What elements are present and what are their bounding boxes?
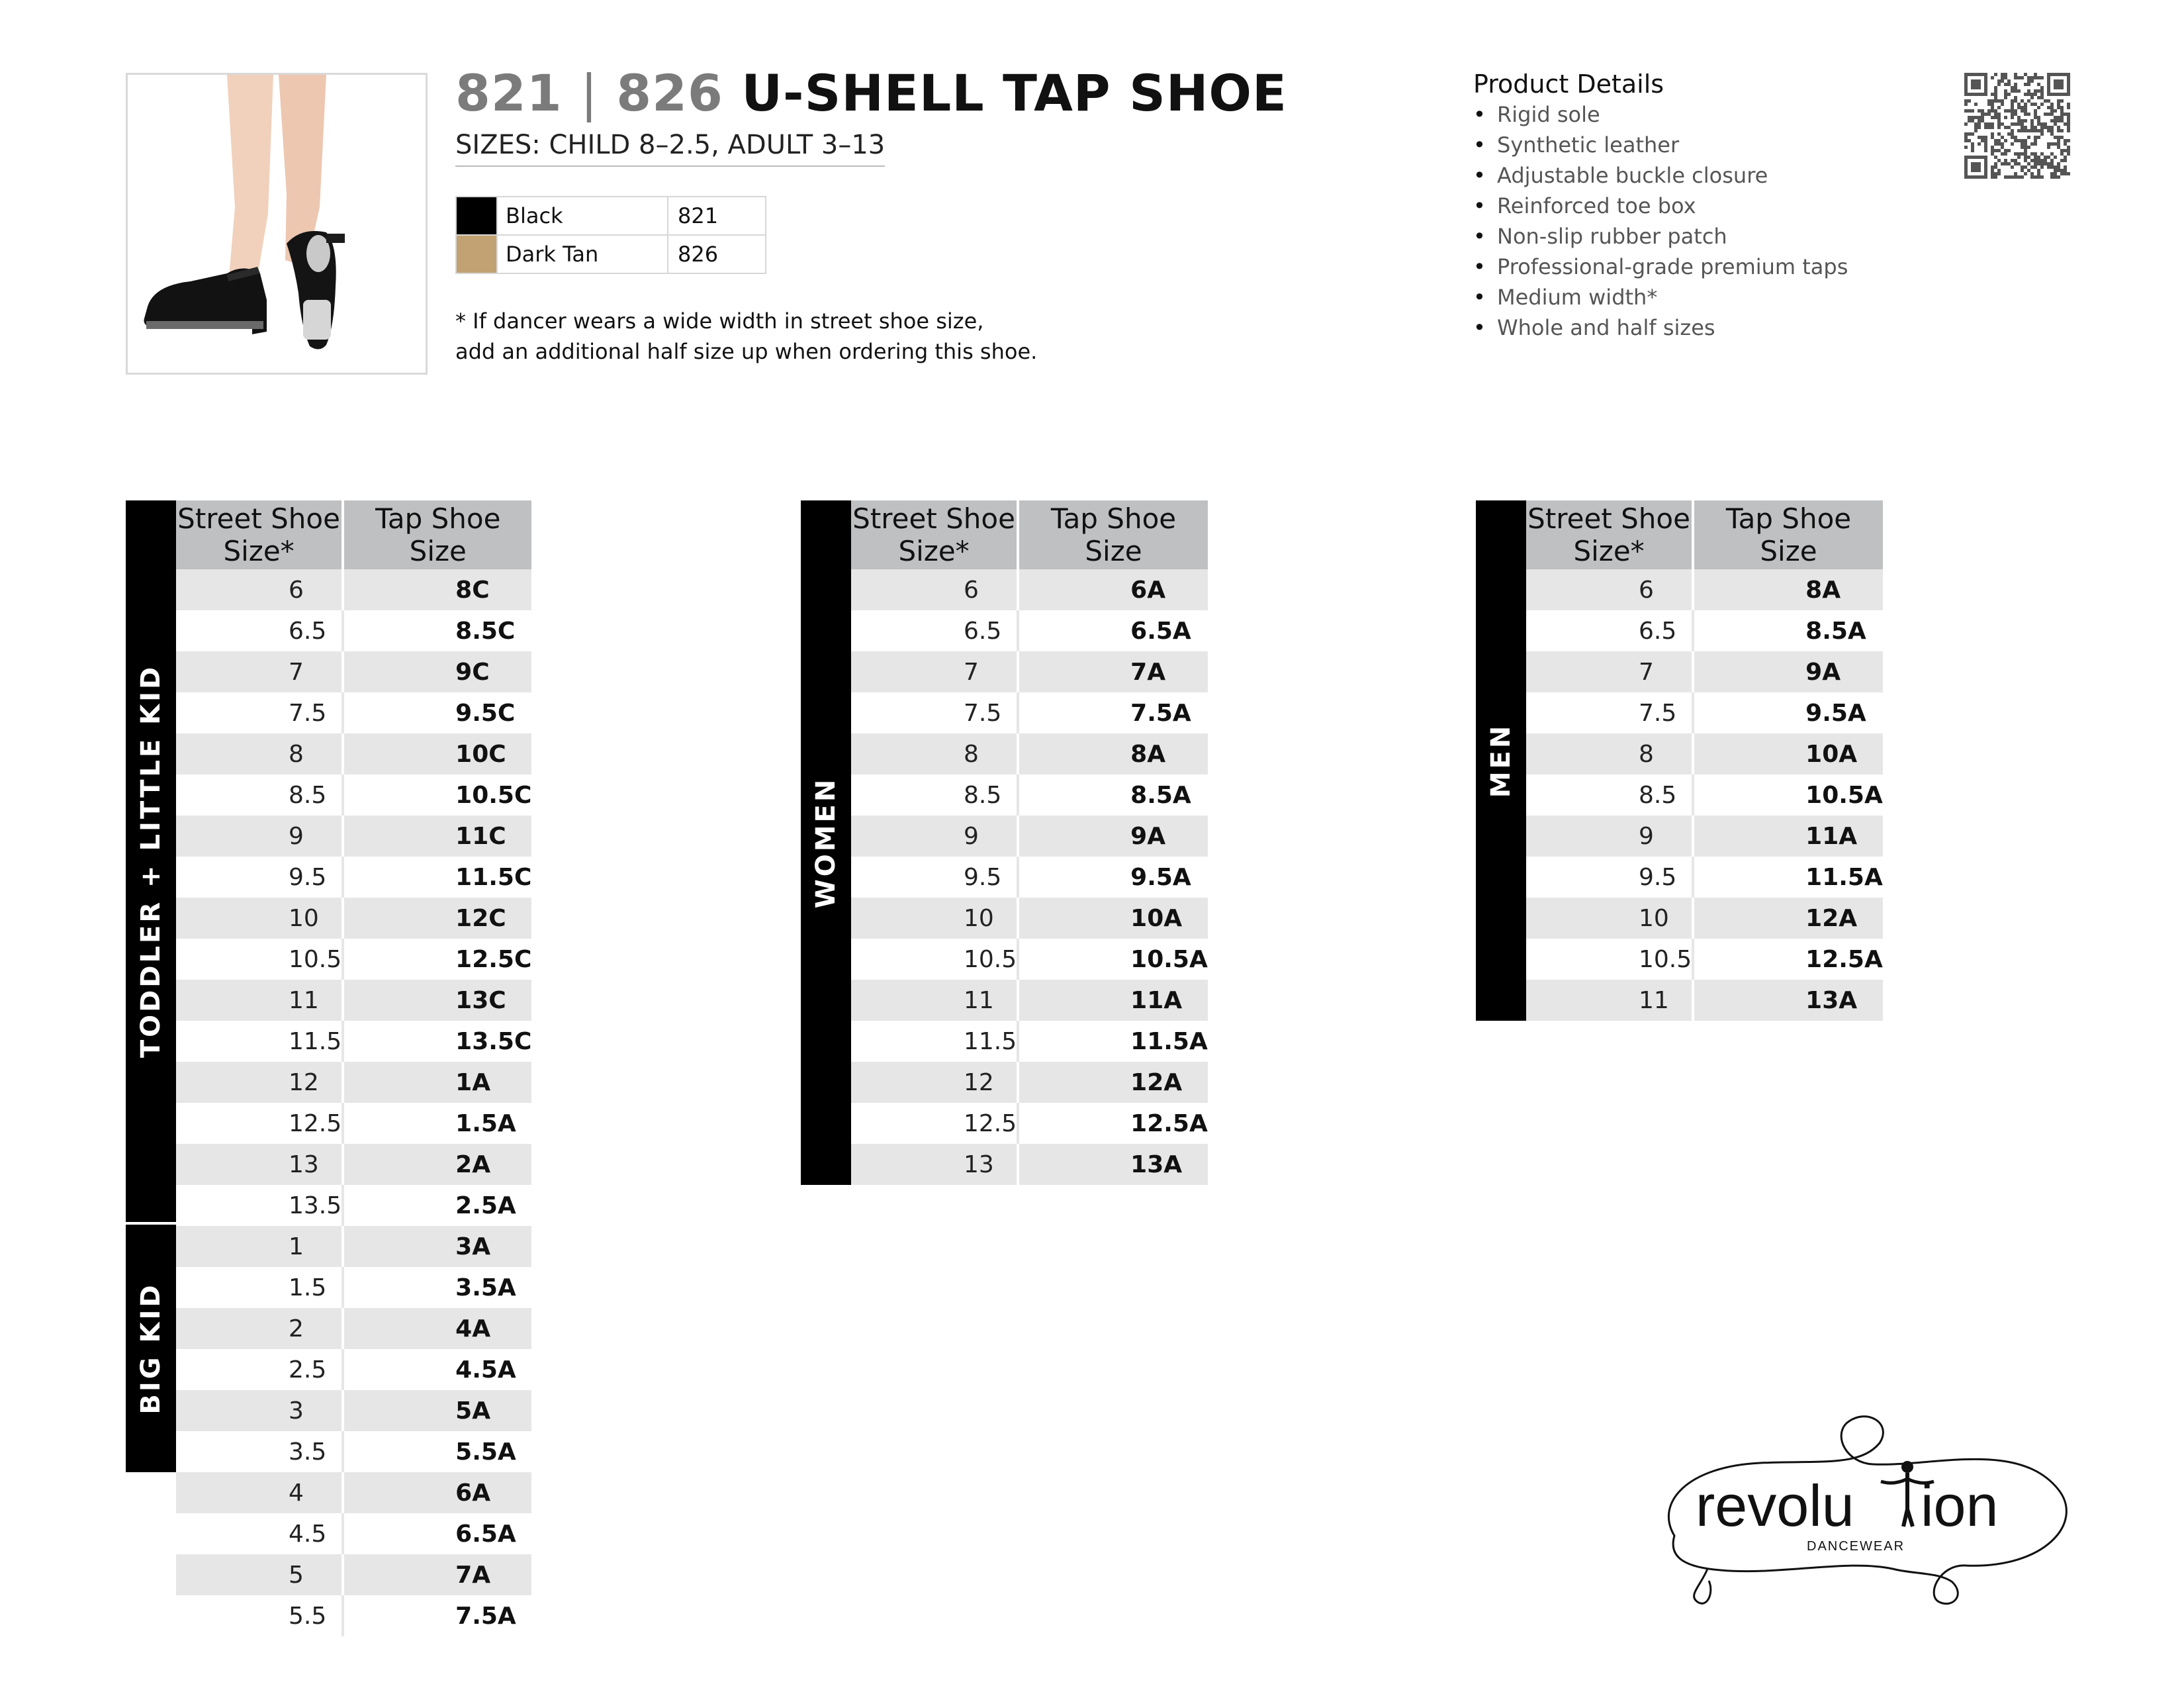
tap-size-cell: 13C [343,980,531,1021]
table-row [851,1062,1208,1103]
street-size-cell: 10.5 [176,939,343,980]
tap-size-cell: 12C [343,898,531,939]
tap-size-cell: 11A [1018,980,1208,1021]
tap-size-cell: 12.5A [1693,939,1883,980]
tap-size-cell: 7.5A [1018,692,1208,733]
street-size-cell: 11 [851,980,1018,1021]
tap-size-header: Tap Shoe Size [343,500,531,569]
street-size-cell: 11 [176,980,343,1021]
tap-size-cell: 6.5A [1018,610,1208,651]
tap-size-cell: 8.5A [1018,774,1208,816]
table-header-row [176,500,531,569]
table-row [851,939,1208,980]
table-row [1526,610,1883,651]
tap-size-cell: 11C [343,816,531,857]
tap-size-cell: 9A [1693,651,1883,692]
street-size-cell: 6 [851,569,1018,610]
table-row [851,1144,1208,1185]
table-row [1526,774,1883,816]
tap-size-cell: 3A [343,1226,531,1267]
women-label-bar [801,500,851,1185]
size-range-subtitle: SIZES: CHILD 8–2.5, ADULT 3–13 [455,128,885,167]
table-row [851,610,1208,651]
big-kid-label-bar [126,1225,176,1472]
street-size-cell: 10 [851,898,1018,939]
table-row [851,980,1208,1021]
table-row [851,774,1208,816]
table-row [176,1103,531,1144]
table-row [176,1595,531,1636]
street-size-cell: 2 [176,1308,343,1349]
color-row [456,235,766,273]
women-label: WOMEN [811,776,841,909]
tap-size-cell: 11.5A [1018,1021,1208,1062]
title-style-number-b: 826 [616,64,723,122]
street-size-cell: 12 [176,1062,343,1103]
street-size-cell: 10.5 [1526,939,1693,980]
street-size-cell: 8.5 [851,774,1018,816]
table-row [176,980,531,1021]
street-size-header: Street Shoe Size* [1526,500,1693,569]
table-row [176,1185,531,1226]
qr-code-icon[interactable] [1964,73,2070,179]
tap-size-cell: 9.5A [1693,692,1883,733]
table-row [176,857,531,898]
kids-size-rows [176,569,531,1636]
men-size-rows [1526,569,1883,1021]
street-size-cell: 7 [1526,651,1693,692]
street-size-cell: 13 [851,1144,1018,1185]
street-size-cell: 7.5 [1526,692,1693,733]
table-row [176,1472,531,1513]
street-size-cell: 4.5 [176,1513,343,1554]
street-size-cell: 7.5 [176,692,343,733]
table-row [851,692,1208,733]
tap-size-cell: 10A [1693,733,1883,774]
street-size-cell: 3 [176,1390,343,1431]
tap-size-cell: 8A [1018,733,1208,774]
street-size-cell: 8 [176,733,343,774]
tap-size-cell: 5A [343,1390,531,1431]
table-row [1526,651,1883,692]
street-size-cell: 1.5 [176,1267,343,1308]
tap-size-cell: 11.5A [1693,857,1883,898]
street-size-header: Street Shoe Size* [851,500,1018,569]
street-size-cell: 5 [176,1554,343,1595]
table-row [176,1226,531,1267]
color-name: Dark Tan [497,235,668,273]
detail-item: • Synthetic leather [1473,130,1848,160]
street-size-cell: 11.5 [851,1021,1018,1062]
tap-size-cell: 8.5C [343,610,531,651]
street-size-cell: 10 [1526,898,1693,939]
street-size-cell: 6.5 [1526,610,1693,651]
tap-size-header: Tap Shoe Size [1018,500,1208,569]
table-row [1526,692,1883,733]
note-line-1: * If dancer wears a wide width in street shoe size, [455,308,984,334]
street-size-cell: 6.5 [176,610,343,651]
tap-size-cell: 8A [1693,569,1883,610]
table-row [176,651,531,692]
table-header-row [1526,500,1883,569]
tap-size-cell: 7A [1018,651,1208,692]
table-row [851,651,1208,692]
product-photo [126,73,428,375]
street-size-header: Street Shoe Size* [176,500,343,569]
street-size-cell: 7 [176,651,343,692]
street-size-cell: 6.5 [851,610,1018,651]
table-row [176,1021,531,1062]
tap-size-cell: 11.5C [343,857,531,898]
big-kid-label: BIG KID [136,1282,166,1415]
table-row [851,1103,1208,1144]
color-code: 826 [668,235,766,273]
color-swatch-dark-tan [456,235,497,273]
tap-size-cell: 8C [343,569,531,610]
logo-word-b: ion [1921,1473,1999,1538]
tap-size-cell: 11A [1693,816,1883,857]
tap-size-cell: 13A [1693,980,1883,1021]
street-size-cell: 6 [176,569,343,610]
table-row [1526,569,1883,610]
tap-size-cell: 6.5A [343,1513,531,1554]
table-row [1526,816,1883,857]
table-row [176,1267,531,1308]
tap-size-cell: 2A [343,1144,531,1185]
product-details-heading: Product Details [1473,70,1664,99]
tap-size-cell: 8.5A [1693,610,1883,651]
title-separator: | [580,64,598,122]
tap-size-cell: 6A [1018,569,1208,610]
women-size-rows [851,569,1208,1185]
street-size-cell: 10.5 [851,939,1018,980]
street-size-cell: 9.5 [176,857,343,898]
detail-item: • Medium width* [1473,282,1848,312]
street-size-cell: 9.5 [1526,857,1693,898]
street-size-cell: 12 [851,1062,1018,1103]
table-row [176,1513,531,1554]
street-size-cell: 6 [1526,569,1693,610]
tap-size-cell: 5.5A [343,1431,531,1472]
table-row [176,1554,531,1595]
street-size-cell: 4 [176,1472,343,1513]
table-row [1526,980,1883,1021]
detail-item: • Whole and half sizes [1473,312,1848,343]
tap-size-header: Tap Shoe Size [1693,500,1883,569]
logo-word-a: revolu [1696,1473,1854,1538]
kids-size-grid [176,500,531,1636]
color-swatch-black [456,197,497,235]
street-size-cell: 9 [176,816,343,857]
table-row [176,1062,531,1103]
tap-size-cell: 6A [343,1472,531,1513]
table-row [1526,898,1883,939]
men-size-grid [1526,500,1883,1021]
street-size-cell: 1 [176,1226,343,1267]
table-row [851,816,1208,857]
table-row [176,610,531,651]
product-details-list [1473,99,1848,343]
street-size-cell: 8 [851,733,1018,774]
street-size-cell: 9.5 [851,857,1018,898]
table-row [851,857,1208,898]
tap-size-cell: 9.5C [343,692,531,733]
street-size-cell: 11 [1526,980,1693,1021]
tap-size-cell: 12.5A [1018,1103,1208,1144]
street-size-cell: 13 [176,1144,343,1185]
table-row [176,1431,531,1472]
street-size-cell: 3.5 [176,1431,343,1472]
tap-size-cell: 9.5A [1018,857,1208,898]
page-title [455,64,1287,123]
tap-size-cell: 10.5A [1693,774,1883,816]
tap-size-cell: 10.5A [1018,939,1208,980]
color-code: 821 [668,197,766,235]
tap-size-cell: 7A [343,1554,531,1595]
title-product-name: U-SHELL TAP SHOE [741,64,1287,122]
revolution-dancewear-logo [1648,1403,2078,1615]
street-size-cell: 8.5 [1526,774,1693,816]
tap-size-cell: 12.5C [343,939,531,980]
tap-size-cell: 10.5C [343,774,531,816]
tap-size-cell: 13.5C [343,1021,531,1062]
tap-size-cell: 10C [343,733,531,774]
table-row [176,1390,531,1431]
tap-size-cell: 10A [1018,898,1208,939]
detail-item: • Professional-grade premium taps [1473,252,1848,282]
toddler-little-kid-label-bar [126,500,176,1222]
note-line-2: add an additional half size up when ordering this shoe. [455,339,1038,364]
women-size-grid [851,500,1208,1185]
tap-size-cell: 13A [1018,1144,1208,1185]
tap-size-cell: 4.5A [343,1349,531,1390]
table-row [176,733,531,774]
street-size-cell: 13.5 [176,1185,343,1226]
table-row [176,774,531,816]
color-name: Black [497,197,668,235]
table-row [851,898,1208,939]
table-row [1526,733,1883,774]
tap-size-cell: 9A [1018,816,1208,857]
street-size-cell: 10 [176,898,343,939]
detail-item: • Reinforced toe box [1473,191,1848,221]
men-label-bar [1476,500,1526,1021]
tap-shoe-image [128,75,426,373]
table-row [176,692,531,733]
street-size-cell: 7.5 [851,692,1018,733]
table-row [851,733,1208,774]
street-size-cell: 7 [851,651,1018,692]
table-row [176,1308,531,1349]
tap-size-cell: 12A [1693,898,1883,939]
color-table [455,196,766,274]
table-row [176,816,531,857]
title-style-number-a: 821 [455,64,563,122]
color-row [456,197,766,235]
detail-item: • Adjustable buckle closure [1473,160,1848,191]
table-row [176,898,531,939]
table-row [1526,939,1883,980]
logo-subtitle: DANCEWEAR [1807,1539,1905,1554]
table-row [851,569,1208,610]
tap-size-cell: 1A [343,1062,531,1103]
street-size-cell: 8 [1526,733,1693,774]
table-row [176,569,531,610]
wide-width-note [455,306,1037,367]
table-row [176,1144,531,1185]
table-row [176,939,531,980]
street-size-cell: 2.5 [176,1349,343,1390]
street-size-cell: 11.5 [176,1021,343,1062]
street-size-cell: 8.5 [176,774,343,816]
street-size-cell: 12.5 [851,1103,1018,1144]
street-size-cell: 5.5 [176,1595,343,1636]
tap-size-cell: 2.5A [343,1185,531,1226]
tap-size-cell: 7.5A [343,1595,531,1636]
tap-size-cell: 4A [343,1308,531,1349]
street-size-cell: 12.5 [176,1103,343,1144]
tap-size-cell: 12A [1018,1062,1208,1103]
toddler-little-kid-label: TODDLER + LITTLE KID [136,664,166,1058]
street-size-cell: 9 [1526,816,1693,857]
detail-item: • Rigid sole [1473,99,1848,130]
men-label: MEN [1486,723,1516,798]
tap-size-cell: 1.5A [343,1103,531,1144]
tap-size-cell: 9C [343,651,531,692]
table-row [851,1021,1208,1062]
table-header-row [851,500,1208,569]
table-row [176,1349,531,1390]
tap-size-cell: 3.5A [343,1267,531,1308]
detail-item: • Non-slip rubber patch [1473,221,1848,252]
table-row [1526,857,1883,898]
street-size-cell: 9 [851,816,1018,857]
